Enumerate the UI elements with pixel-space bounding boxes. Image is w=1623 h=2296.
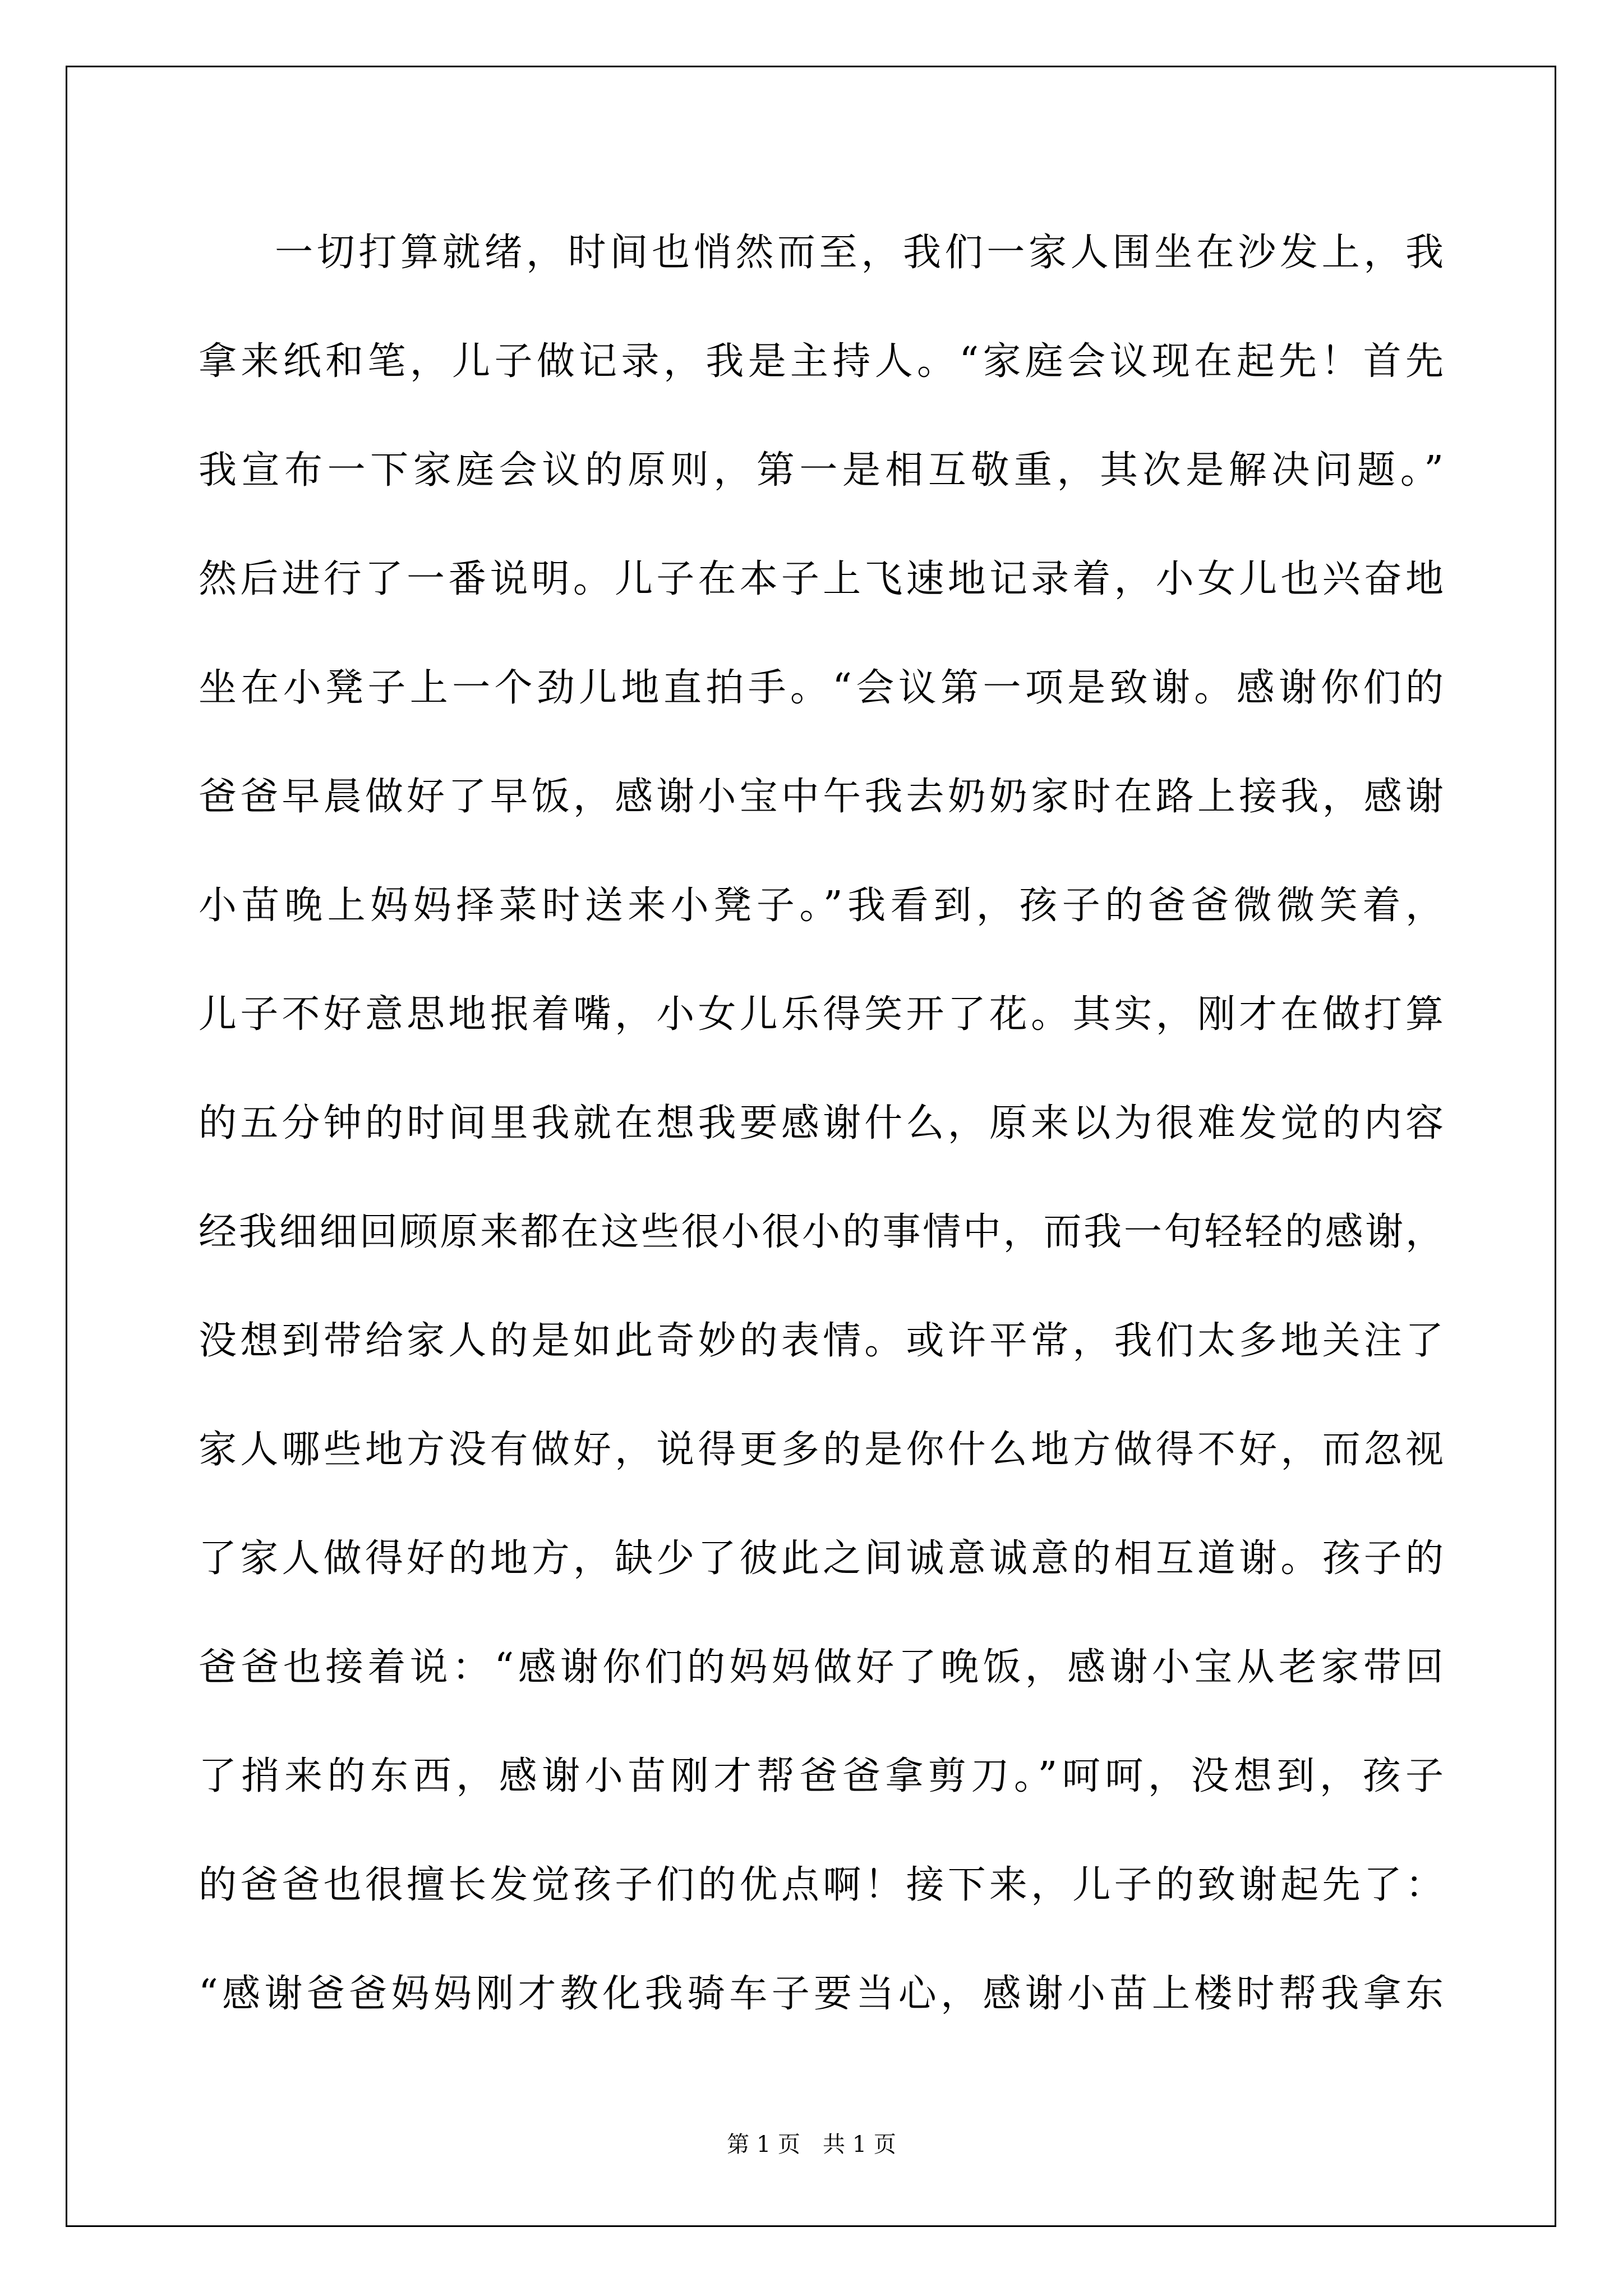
- paragraph-line: 经我细细回顾原来都在这些很小很小的事情中，而我一句轻轻的感谢，: [199, 1210, 1444, 1254]
- paragraph-line: 爸爸也接着说：“感谢你们的妈妈做好了晚饭，感谢小宝从老家带回: [199, 1645, 1444, 1690]
- paragraph-line: 没想到带给家人的是如此奇妙的表情。或许平常，我们太多地关注了: [199, 1319, 1444, 1363]
- paragraph-line: 了捎来的东西，感谢小苗刚才帮爸爸拿剪刀。”呵呵，没想到，孩子: [199, 1754, 1444, 1798]
- document-body: [199, 219, 1444, 2069]
- paragraph-line: 的爸爸也很擅长发觉孩子们的优点啊！接下来，儿子的致谢起先了：: [199, 1863, 1444, 1907]
- paragraph-line: 然后进行了一番说明。儿子在本子上飞速地记录着，小女儿也兴奋地: [199, 557, 1444, 601]
- paragraph-line: 的五分钟的时间里我就在想我要感谢什么，原来以为很难发觉的内容: [199, 1101, 1444, 1145]
- paragraph-line: 小苗晚上妈妈择菜时送来小凳子。”我看到，孩子的爸爸微微笑着，: [199, 884, 1444, 928]
- paragraph-line: 儿子不好意思地抿着嘴，小女儿乐得笑开了花。其实，刚才在做打算: [199, 992, 1444, 1037]
- paragraph-line: 了家人做得好的地方，缺少了彼此之间诚意诚意的相互道谢。孩子的: [199, 1536, 1444, 1581]
- paragraph-line: 拿来纸和笔，儿子做记录，我是主持人。“家庭会议现在起先！首先: [199, 339, 1444, 384]
- paragraph-line: 爸爸早晨做好了早饭，感谢小宝中午我去奶奶家时在路上接我，感谢: [199, 775, 1444, 819]
- paragraph-line: 我宣布一下家庭会议的原则，第一是相互敬重，其次是解决问题。”: [199, 448, 1444, 493]
- paragraph-line: 家人哪些地方没有做好，说得更多的是你什么地方做得不好，而忽视: [199, 1428, 1444, 1472]
- paragraph-line: 一切打算就绪，时间也悄然而至，我们一家人围坐在沙发上，我: [275, 231, 1444, 275]
- page-number: 第 1 页 共 1 页: [727, 2132, 896, 2157]
- paragraph-line: “感谢爸爸妈妈刚才教化我骑车子要当心，感谢小苗上楼时帮我拿东: [199, 1972, 1444, 2016]
- paragraph-line: 坐在小凳子上一个劲儿地直拍手。“会议第一项是致谢。感谢你们的: [199, 666, 1444, 710]
